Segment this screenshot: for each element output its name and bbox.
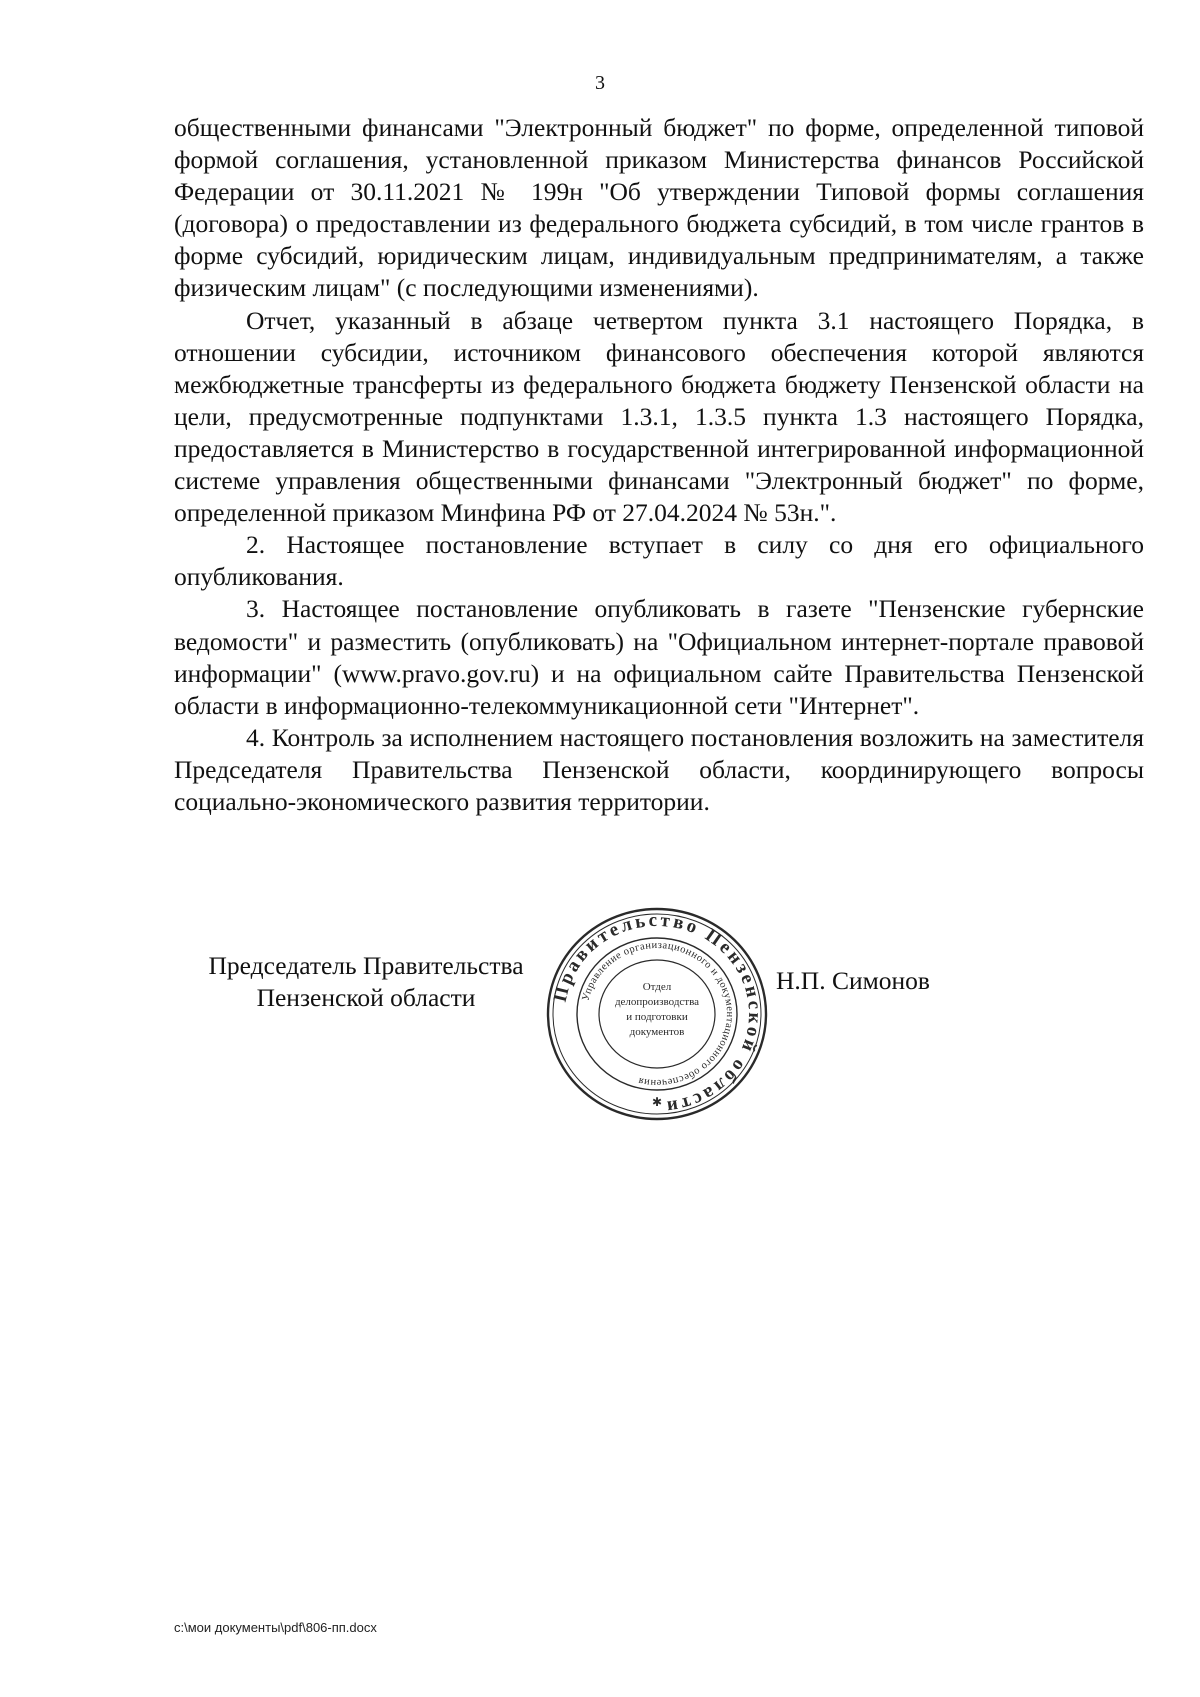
seal-center-line2: делопроизводства	[614, 996, 700, 1008]
file-path-footer: c:\мои документы\pdf\806-пп.docx	[174, 1620, 377, 1635]
paragraph-continuation: общественными финансами "Электронный бюджет" по форме, определенной типовой формой соглашения, установленной приказом Министерства финансов Российской Федерации от 30.11.2021 № 199н "Об утверждении Типовой формы соглашения (договора) о предоставлении из федерального бюджета субсидий, в том числе грантов в форме субсидий, юридическим лицам, индивидуальным предпринимателям, а также физическим лицам" (с последующими изменениями).	[174, 113, 1144, 303]
paragraph-item-2: 2. Настоящее постановление вступает в силу со дня его официального опубликования.	[174, 530, 1144, 592]
paragraph-item-3: 3. Настоящее постановление опубликовать в газете "Пензенские губернские ведомости" и разместить (опубликовать) на "Официальном интернет-портале правовой информации" (www.pravo.gov.ru) и на официальном сайте Правительства Пензенской области в информационно-телекоммуникационной сети "Интернет".	[174, 594, 1144, 720]
paragraph-report: Отчет, указанный в абзаце четвертом пункта 3.1 настоящего Порядка, в отношении субсидии, источником финансового обеспечения которой являются межбюджетные трансферты из федерального бюджета бюджету Пензенской области на цели, предусмотренные подпунктами 1.3.1, 1.3.5 пункта 1.3 настоящего Порядка, предоставляется в Министерство в государственной интегрированной информационной системе управления общественными финансами "Электронный бюджет" по форме, определенной приказом Минфина РФ от 27.04.2024 № 53н.".	[174, 305, 1144, 528]
seal-middle-text: Управление организационного и документационного обеспечения	[580, 939, 736, 1089]
seal-star-icon: ✱	[651, 1095, 663, 1109]
signatory-title-line2: Пензенской области	[256, 983, 476, 1012]
document-body	[174, 112, 1144, 818]
signatory-title-line1: Председатель Правительства	[208, 951, 524, 980]
official-seal	[543, 904, 771, 1124]
seal-center-line3: и подготовки	[626, 1011, 688, 1023]
signatory-title	[176, 950, 556, 1014]
seal-outer-text: Правительство Пензенской области	[549, 909, 766, 1118]
seal-center-line1: Отдел	[642, 981, 672, 993]
page-number: 3	[595, 72, 605, 94]
paragraph-item-4: 4. Контроль за исполнением настоящего постановления возложить на заместителя Председателя Правительства Пензенской области, координирующего вопросы социально-экономического развития территории.	[174, 722, 1144, 816]
seal-center-line4: документов	[629, 1026, 685, 1038]
signatory-name: Н.П. Симонов	[776, 966, 930, 995]
signature-block	[0, 909, 1200, 1170]
